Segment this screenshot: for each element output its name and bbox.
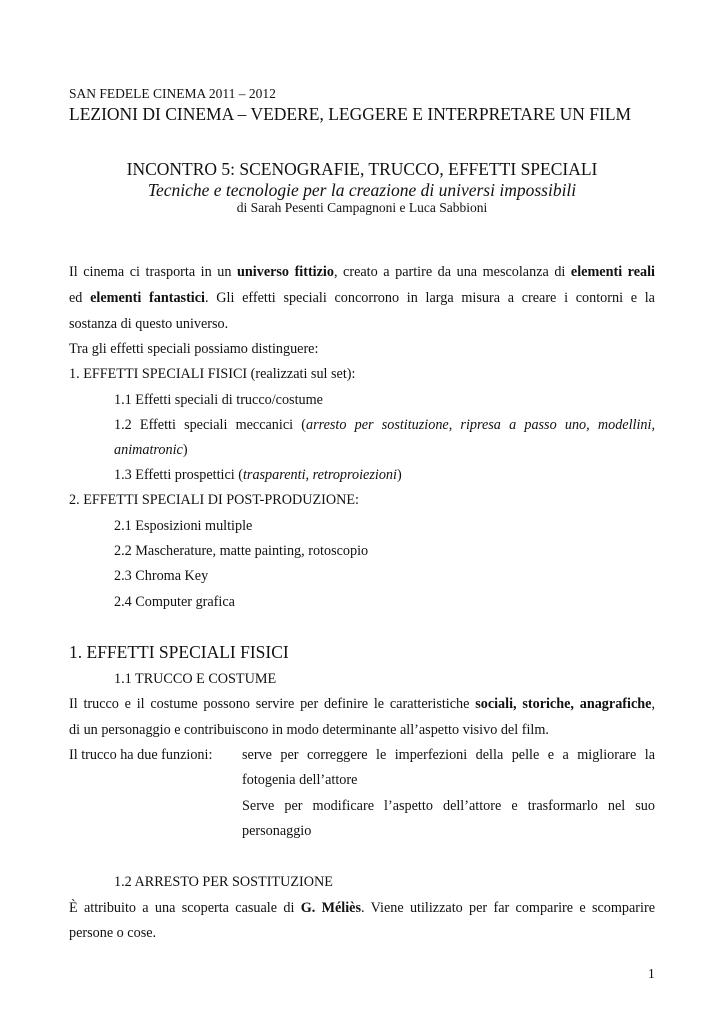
intro-line-3: sostanza di questo universo. [69, 316, 229, 332]
outline-section-2: 2. EFFETTI SPECIALI DI POST-PRODUZIONE: [69, 492, 359, 508]
intro-line-2 [69, 286, 655, 312]
outline-item-2-1: 2.1 Esposizioni multiple [114, 518, 253, 534]
trucco-function-text: serve per correggere le imperfezioni della pelle e a migliorare la [242, 747, 655, 763]
outline-item-2-2: 2.2 Mascherature, matte painting, rotoscopio [114, 543, 369, 559]
intro-text: ed [69, 290, 91, 306]
outline-text: ) [396, 467, 402, 483]
trucco-functions-label: Il trucco ha due funzioni: [69, 747, 213, 763]
arresto-text: . Viene utilizzato per far comparire e scomparire [361, 900, 655, 916]
outline-italic: arresto per sostituzione, ripresa a passo uno, modellini, [305, 417, 655, 433]
intro-line-1 [69, 260, 655, 286]
subsection-1-1-heading: 1.1 TRUCCO E COSTUME [114, 671, 277, 687]
intro-bold-elementi-reali: elementi reali [570, 264, 655, 280]
trucco-line-2: di un personaggio e contribuiscono in modo determinante all’aspetto visivo del film. [69, 722, 549, 738]
outline-italic: trasparenti, retroproiezioni [242, 467, 397, 483]
subsection-1-2-heading: 1.2 ARRESTO PER SOSTITUZIONE [114, 874, 333, 890]
outline-text: 1.2 Effetti speciali meccanici ( [114, 417, 306, 433]
intro-text: , creato a partire da una mescolanza di [333, 264, 571, 280]
header-line-2: LEZIONI DI CINEMA – VEDERE, LEGGERE E INTERPRETARE UN FILM [69, 104, 632, 124]
outline-italic: animatronic [114, 442, 183, 458]
outline-section-1: 1. EFFETTI SPECIALI FISICI (realizzati sul set): [69, 366, 356, 382]
outline-item-1-2-cont [114, 438, 188, 464]
outline-item-2-3: 2.3 Chroma Key [114, 568, 209, 584]
trucco-function-1 [242, 743, 655, 769]
outline-item-1-3 [114, 463, 402, 489]
page-number: 1 [648, 966, 655, 981]
trucco-function-2-cont: personaggio [242, 823, 312, 839]
intro-line-4: Tra gli effetti speciali possiamo distinguere: [69, 341, 319, 357]
intro-text: . Gli effetti speciali concorrono in larga misura a creare i contorni e la [205, 290, 655, 306]
trucco-bold: sociali, storiche, anagrafiche [475, 696, 652, 712]
session-authors: di Sarah Pesenti Campagnoni e Luca Sabbioni [236, 200, 488, 215]
arresto-text: È attribuito a una scoperta casuale di [69, 900, 301, 916]
outline-item-1-2 [114, 413, 655, 439]
intro-bold-elementi-fantastici: elementi fantastici [90, 290, 205, 306]
session-subtitle: Tecniche e tecnologie per la creazione di universi impossibili [147, 180, 577, 200]
outline-item-2-4: 2.4 Computer grafica [114, 594, 235, 610]
trucco-function-2 [242, 794, 655, 820]
arresto-line-2: persone o cose. [69, 925, 157, 941]
section-1-heading: 1. EFFETTI SPECIALI FISICI [69, 642, 289, 662]
header-line-1: SAN FEDELE CINEMA 2011 – 2012 [69, 86, 276, 101]
trucco-text: Il trucco e il costume possono servire per definire le caratteristiche [69, 696, 476, 712]
intro-bold-universo: universo fittizio [237, 264, 334, 280]
trucco-function-1-cont: fotogenia dell’attore [242, 772, 358, 788]
trucco-line-1 [69, 692, 655, 718]
trucco-function-text: Serve per modificare l’aspetto dell’attore e trasformarlo nel suo [242, 798, 655, 814]
outline-text: 1.3 Effetti prospettici ( [114, 467, 243, 483]
outline-text: ) [182, 442, 188, 458]
arresto-bold-melies: G. Méliès [300, 900, 361, 916]
intro-text: Il cinema ci trasporta in un [69, 264, 237, 280]
arresto-line-1 [69, 896, 655, 922]
trucco-text: , [651, 696, 655, 712]
outline-item-1-1: 1.1 Effetti speciali di trucco/costume [114, 392, 323, 408]
session-title: INCONTRO 5: SCENOGRAFIE, TRUCCO, EFFETTI SPECIALI [126, 159, 598, 179]
